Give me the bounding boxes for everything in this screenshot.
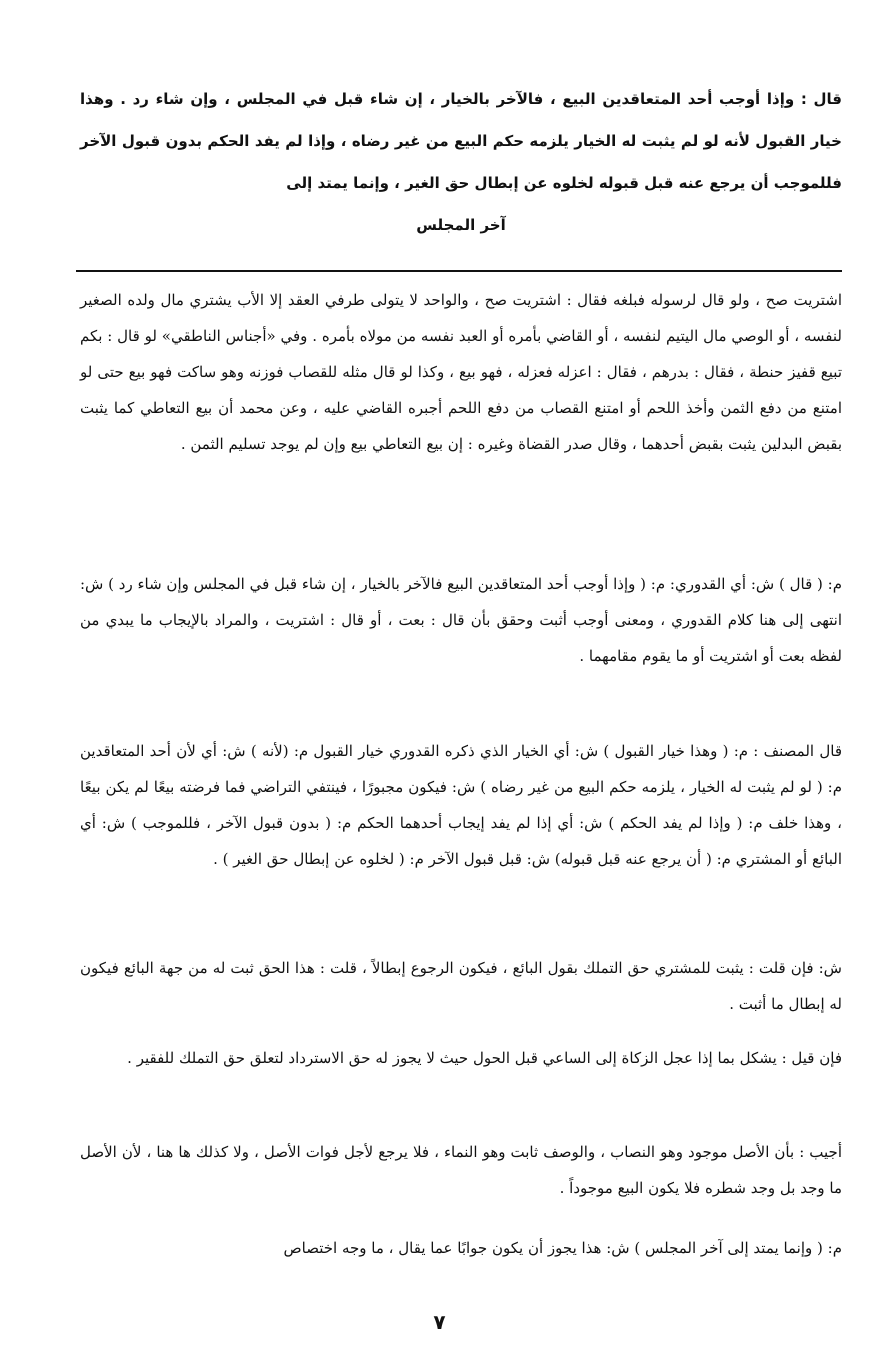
page-number: ٧ [433, 1310, 446, 1334]
commentary-paragraph-5: أجيب : بأن الأصل موجود وهو النصاب ، والوصف ثابت وهو النماء ، فلا يرجع لأجل فوات الأصل ، ولا كذلك ها هنا ، لأن الأصل ما وجد بل وجد شطره فلا يكون البيع موجوداً . [80, 1143, 842, 1197]
commentary-paragraph-3: ش: فإن قلت : يثبت للمشتري حق التملك بقول البائع ، فيكون الرجوع إبطالاً ، قلت : هذا الحق ثبت له من جهة البائع فيكون له إبطال ما أثبت . [80, 959, 842, 1013]
commentary-paragraph-2: قال المصنف : م: ( وهذا خيار القبول ) ش: أي الخيار الذي ذكره القدوري خيار القبول م: (لأنه ) ش: أي لأن أحد المتعاقدين م: ( لو لم يثبت له الخيار ، يلزمه حكم البيع من غير رضاه ) ش: فيكون مجبورًا ، فينتفي التراضي فما فرضته بيعًا لم يكن بيعًا ، وهذا خلف م: ( وإذا لم يفد الحكم ) ش: أي إذا لم يفد إيجاب أحدهما الحكم م: ( بدون قبول الآخر ، فللموجب ) ش: أي البائع أو المشتري م: ( أن يرجع عنه قبل قبوله) ش: قبل قبول الآخر م: ( لخلوه عن إبطال حق الغير ) . [80, 742, 842, 868]
commentary-paragraph-6: م: ( وإنما يمتد إلى آخر المجلس ) ش: هذا يجوز أن يكون جوابًا عما يقال ، ما وجه اختصاص [283, 1239, 842, 1257]
main-text-body: قال : وإذا أوجب أحد المتعاقدين البيع ، فالآخر بالخيار ، إن شاء قبل في المجلس ، وإن شاء رد . وهذا خيار القبول لأنه لو لم يثبت له الخيار يلزمه حكم البيع من غير رضاه ، وإذا لم يفد الحكم بدون قبول الآخر فللموجب أن يرجع عنه قبل قبوله لخلوه عن إبطال حق الغير ، وإنما يمتد إلى [80, 90, 842, 192]
main-text-block [80, 78, 842, 246]
footnote-divider [76, 270, 842, 272]
commentary-paragraph-4: فإن قيل : يشكل بما إذا عجل الزكاة إلى الساعي قبل الحول حيث لا يجوز له حق الاسترداد لتعلق حق التملك للفقير . [127, 1049, 842, 1067]
commentary-paragraph-1: م: ( قال ) ش: أي القدوري: م: ( وإذا أوجب أحد المتعاقدين البيع فالآخر بالخيار ، إن شاء قبل في المجلس وإن شاء رد ) ش: انتهى إلى هنا كلام القدوري ، ومعنى أوجب أثبت وحقق بأن قال : بعت ، أو قال : اشتريت ، والمراد بالإيجاب ما يبدي من لفظه بعت أو اشتريت أو ما يقوم مقامهما . [80, 575, 842, 665]
main-text-tail: آخر المجلس [416, 216, 506, 234]
footnote-paragraph: اشتريت صح ، ولو قال لرسوله فبلغه فقال : اشتريت صح ، والواحد لا يتولى طرفي العقد إلا الأب يشتري مال ولده الصغير لنفسه ، أو الوصي مال اليتيم لنفسه ، أو القاضي بأمره أو العبد نفسه من مولاه بأمره . وفي «أجناس الناطقي» لو قال : بكم تبيع قفيز حنطة ، فقال : بدرهم ، فقال : اعزله فعزله ، فهو بيع ، وكذا لو قال مثله للقصاب فوزنه وهو ساكت فهو بيع حتى لو امتنع من دفع الثمن وأخذ اللحم أو امتنع القصاب من دفع اللحم أجبره القاضي عليه ، وعن محمد أن بيع التعاطي كما يثبت بقبض البدلين يثبت بقبض أحدهما ، وقال صدر القضاة وغيره : إن بيع التعاطي بيع وإن لم يوجد تسليم الثمن . [80, 291, 842, 453]
